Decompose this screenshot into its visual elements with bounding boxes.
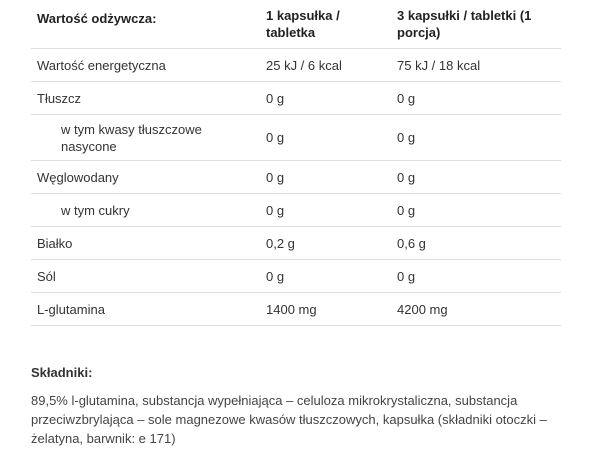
row-per-portion: 0 g bbox=[391, 115, 561, 161]
table-row bbox=[31, 194, 561, 227]
row-per-unit: 25 kJ / 6 kcal bbox=[266, 57, 342, 73]
row-per-unit: 0 g bbox=[260, 260, 391, 293]
nutrition-table bbox=[31, 0, 561, 326]
row-per-portion: 4200 mg bbox=[391, 293, 561, 326]
row-per-unit: 0 g bbox=[260, 161, 391, 194]
row-per-unit: 0 g bbox=[260, 115, 391, 161]
header-nutrient: Wartość odżywcza: bbox=[31, 0, 260, 49]
row-label: w tym kwasy tłuszczowe nasycone bbox=[31, 115, 260, 161]
table-row bbox=[31, 82, 561, 115]
row-per-unit: 0,2 g bbox=[260, 227, 391, 260]
ingredients-text: 89,5% l-glutamina, substancja wypełniająca – celuloza mikrokrystaliczna, substancja przeciwzbrylająca – sole magnezowe kwasów tłuszczowych, kapsułka (składniki otoczki – żelatyna, barwnik: e 171) bbox=[31, 393, 547, 446]
row-per-portion: 0 g bbox=[391, 82, 561, 115]
header-per-portion: 3 kapsułki / tabletki (1 porcja) bbox=[391, 0, 561, 49]
ingredients-section bbox=[31, 364, 571, 448]
table-row bbox=[31, 115, 561, 161]
table-row bbox=[31, 49, 561, 82]
row-label: w tym cukry bbox=[31, 194, 260, 227]
ingredients-title: Składniki: bbox=[31, 365, 93, 380]
row-label: Białko bbox=[31, 227, 260, 260]
table-row bbox=[31, 260, 561, 293]
row-per-portion: 0 g bbox=[391, 161, 561, 194]
table-row bbox=[31, 161, 561, 194]
table-header-row bbox=[31, 0, 561, 49]
row-label: Tłuszcz bbox=[31, 82, 260, 115]
row-per-portion: 0 g bbox=[391, 260, 561, 293]
row-label: Sól bbox=[31, 260, 260, 293]
table-row bbox=[31, 293, 561, 326]
header-per-unit: 1 kapsułka / tabletka bbox=[260, 0, 391, 49]
row-per-unit: 0 g bbox=[260, 194, 391, 227]
row-per-portion: 75 kJ / 18 kcal bbox=[397, 57, 481, 73]
row-per-unit: 1400 mg bbox=[260, 293, 391, 326]
row-per-unit: 0 g bbox=[260, 82, 391, 115]
row-label: Wartość energetyczna bbox=[37, 57, 166, 73]
row-label: Węglowodany bbox=[31, 161, 260, 194]
table-row bbox=[31, 227, 561, 260]
row-per-portion: 0 g bbox=[391, 194, 561, 227]
row-per-portion: 0,6 g bbox=[391, 227, 561, 260]
row-label: L-glutamina bbox=[31, 293, 260, 326]
